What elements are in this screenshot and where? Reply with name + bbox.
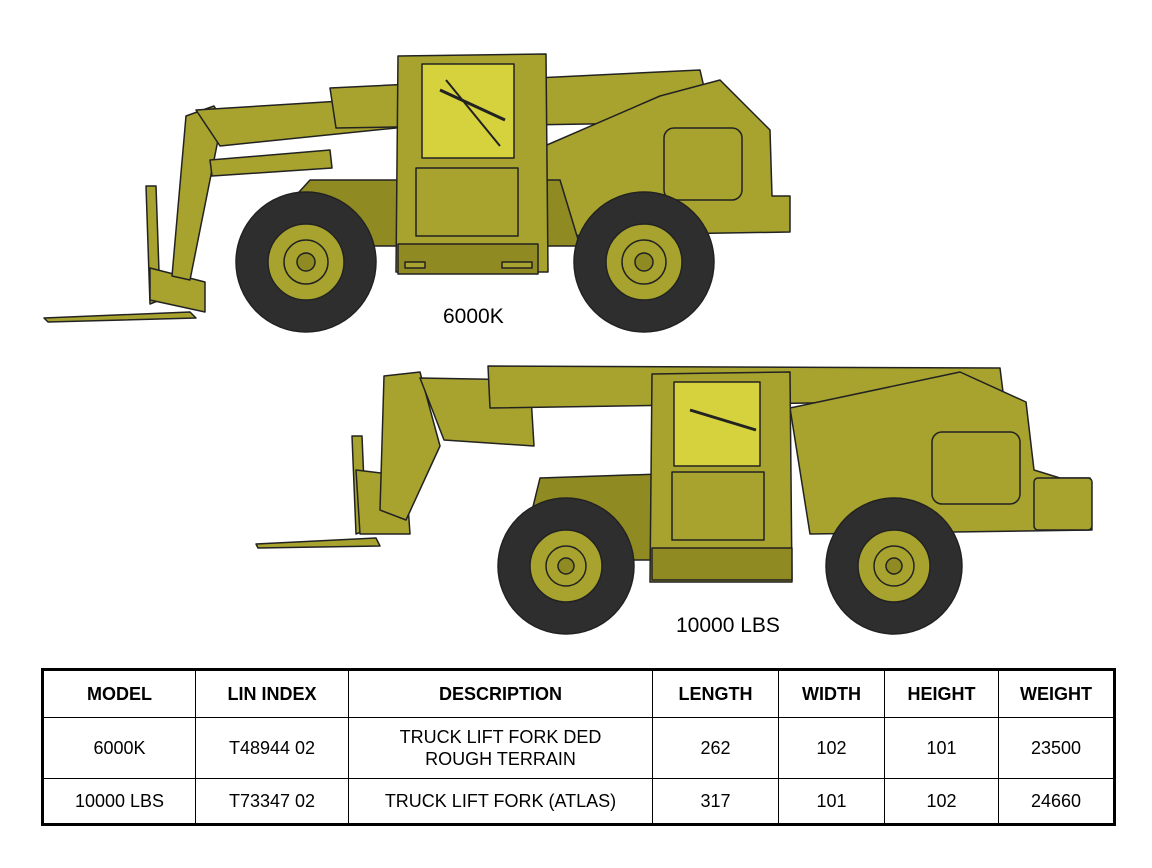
cell-height: 101 xyxy=(885,718,999,779)
header-weight: WEIGHT xyxy=(999,670,1115,718)
cell-width: 101 xyxy=(779,779,885,825)
caption-6000k: 6000K xyxy=(443,305,504,328)
cell-lin-index: T48944 02 xyxy=(196,718,349,779)
cell-length: 262 xyxy=(653,718,779,779)
description-line-2: ROUGH TERRAIN xyxy=(425,749,576,769)
header-length: LENGTH xyxy=(653,670,779,718)
header-width: WIDTH xyxy=(779,670,885,718)
cell-height: 102 xyxy=(885,779,999,825)
cell-width: 102 xyxy=(779,718,885,779)
cell-model: 6000K xyxy=(43,718,196,779)
table-header-row xyxy=(43,670,1115,718)
description-line-1: TRUCK LIFT FORK DED xyxy=(399,727,602,747)
header-description: DESCRIPTION xyxy=(349,670,653,718)
header-model: MODEL xyxy=(43,670,196,718)
cell-length: 317 xyxy=(653,779,779,825)
cell-description xyxy=(349,718,653,779)
cell-weight: 23500 xyxy=(999,718,1115,779)
forklift-10000lbs-drawing xyxy=(256,366,1092,634)
header-height: HEIGHT xyxy=(885,670,999,718)
table-row xyxy=(43,718,1115,779)
cell-weight: 24660 xyxy=(999,779,1115,825)
specifications-table xyxy=(41,668,1116,826)
cell-model: 10000 LBS xyxy=(43,779,196,825)
header-lin-index: LIN INDEX xyxy=(196,670,349,718)
forklift-6000k-drawing xyxy=(44,54,790,332)
caption-10000-lbs: 10000 LBS xyxy=(676,614,780,637)
cell-description: TRUCK LIFT FORK (ATLAS) xyxy=(349,779,653,825)
cell-lin-index: T73347 02 xyxy=(196,779,349,825)
table-row xyxy=(43,779,1115,825)
